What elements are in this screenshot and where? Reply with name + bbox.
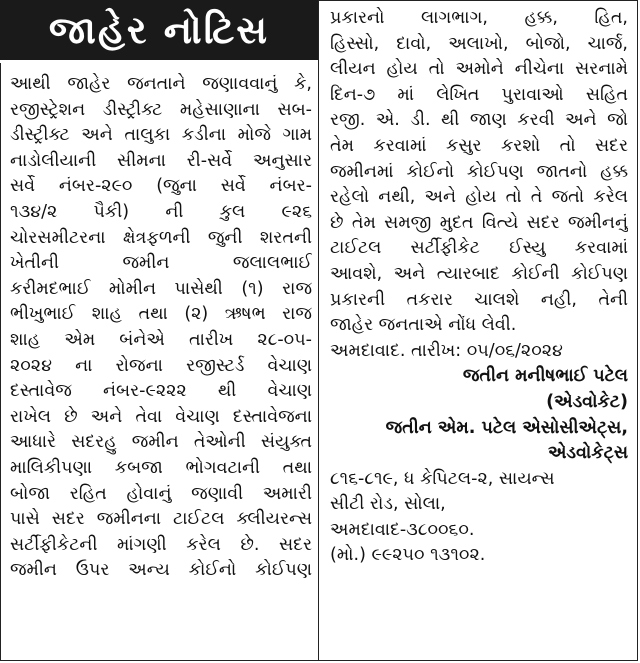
body-line: શાહ એમ બંનેએ તારીખ ૨૮-૦૫- — [10, 329, 312, 350]
body-line: ટાઈટલ સર્ટીફીકેટ ઈસ્યુ કરવામાં — [330, 238, 628, 259]
firm-type: એડવોકેટ્સ — [547, 443, 628, 464]
body-line: આથી જાહેર જનતાને જણાવવાનું કે, — [10, 74, 312, 94]
body-line: જમીન ઉપર અન્ય કોઈનો કોઈપણ — [10, 560, 312, 581]
body-line: કરીમદભાઈ મોમીન પાસેથી (૧) રાજ — [10, 278, 312, 299]
body-line: સર્વે નંબર-૨૯૦ (જુના સર્વે નંબર- — [10, 176, 312, 197]
body-line: પ્રકારની તકરાર ચાલશે નહી, તેની — [330, 289, 628, 310]
body-line: ખેતીની જમીન જલાલભાઈ — [10, 253, 312, 274]
address-line-2: સીટી રોડ, સોલા, — [330, 494, 446, 515]
body-line: માલિકીપણા કબજા ભોગવટાની તથા — [10, 457, 312, 478]
body-line: હિસ્સો, દાવો, અલાખો, બોજો, ચાર્જ, — [330, 33, 628, 54]
body-line: બોજા રહિત હોવાનું જણાવી અમારી — [10, 483, 312, 504]
body-line: રજીસ્ટ્રેશન ડીસ્ટ્રીક્ટ મહેસાણાના સબ- — [10, 99, 312, 120]
body-line: છે તેમ સમજી મુદત વિત્યે સદર જમીનનું — [330, 212, 628, 233]
phone-number: (મો.) ૯૯૨૫૦ ૧૩૧૦૨. — [330, 545, 486, 566]
body-line: નાડોલીયાની સીમના રી-સર્વે અનુસાર — [10, 150, 312, 171]
signatory-name: જતીન મનીષભાઈ પટેલ — [462, 366, 628, 387]
body-line: જમીનમાં કોઈનો કોઈપણ જાતનો હક્ક — [330, 161, 628, 182]
signatory-designation: (એડવોકેટ) — [546, 391, 628, 412]
notice-title: જાહેર નોટિસ — [48, 7, 270, 52]
title-underline — [0, 60, 318, 63]
body-line: લીયન હોય તો અમોને નીચેના સરનામે — [330, 59, 628, 80]
body-line: ચોરસમીટરના ક્ષેત્રફળની જુની શરતની — [10, 227, 312, 248]
date-line: અમદાવાદ. તારીખ: ૦૫/૦૬/૨૦૨૪ — [330, 340, 563, 361]
body-line: દિન-૭ માં લેખિત પુરાવાઓ સહિત — [330, 84, 628, 105]
left-column-text — [10, 72, 312, 584]
right-column-text — [330, 6, 628, 569]
body-line: દસ્તાવેજ નંબર-૯૨૨૨ થી વેચાણ — [10, 381, 312, 402]
body-line: પાસે સદર જમીનના ટાઈટલ ક્લીયરન્સ — [10, 509, 312, 530]
body-line: રહેલો નથી, અને હોય તો તે જતો કરેલ — [330, 187, 628, 208]
body-line: તેમ કરવામાં કસુર કરશો તો સદર — [330, 135, 628, 156]
body-line: રજી. એ. ડી. થી જાણ કરવી અને જો — [330, 110, 628, 131]
body-line: સર્ટીફીકેટની માંગણી કરેલ છે. સદર — [10, 534, 312, 555]
body-line: આધારે સદરહુ જમીન તેઓની સંયુક્ત — [10, 432, 312, 453]
address-line-3: અમદાવાદ-૩૮૦૦૬૦. — [330, 519, 475, 540]
notice-title-banner — [0, 0, 318, 60]
firm-name: જતીન એમ. પટેલ એસોસીએટ્સ, — [385, 417, 628, 438]
body-line: આવશે, અને ત્યારબાદ કોઈની કોઈપણ — [330, 263, 628, 284]
body-line: જાહેર જનતાએ નોંધ લેવી. — [330, 315, 517, 336]
body-line: ભીખુભાઈ શાહ તથા (૨) ઋષભ રાજ — [10, 304, 312, 325]
body-line: રાખેલ છે અને તેવા વેચાણ દસ્તાવેજના — [10, 406, 312, 427]
body-line: ૧૩૪/૨ પૈકી) ની કુલ ૯૨૬ — [10, 201, 312, 222]
body-line: પ્રકારનો લાગભાગ, હક્ક, હિત, — [330, 8, 628, 28]
column-divider — [318, 0, 319, 661]
address-line-1: ૮૧૬-૮૧૯, ધ કેપિટલ-૨, સાયન્સ — [330, 468, 555, 489]
body-line: ડીસ્ટ્રીક્ટ અને તાલુકા કડીના મોજે ગામ — [10, 125, 312, 146]
body-line: ૨૦૨૪ ના રોજના રજીસ્ટર્ડ વેચાણ — [10, 355, 312, 376]
